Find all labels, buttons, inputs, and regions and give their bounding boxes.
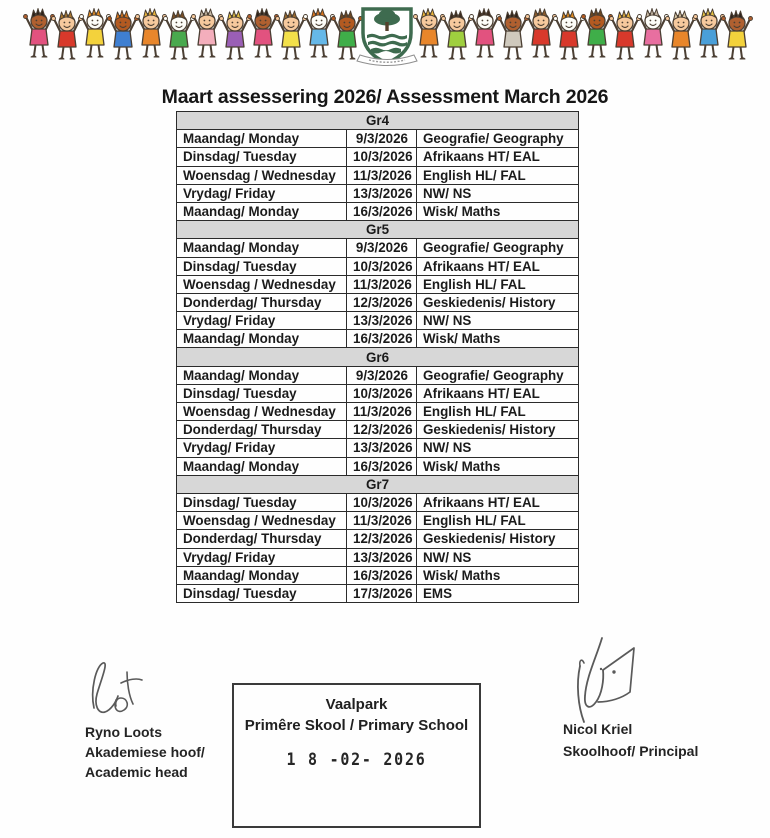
day-cell: Donderdag/ Thursday <box>177 530 347 548</box>
signatory-role-english: Academic head <box>85 764 188 780</box>
day-cell: Woensdag / Wednesday <box>177 512 347 530</box>
child-figure <box>220 11 251 60</box>
day-cell: Maandag/ Monday <box>177 366 347 384</box>
day-cell: Dinsdag/ Tuesday <box>177 384 347 402</box>
table-row <box>177 312 579 330</box>
date-cell: 16/3/2026 <box>347 330 417 348</box>
child-figure <box>442 11 473 60</box>
date-cell: 13/3/2026 <box>347 439 417 457</box>
crest-waves <box>367 34 407 54</box>
date-cell: 10/3/2026 <box>347 493 417 511</box>
subject-cell: Wisk/ Maths <box>417 457 579 475</box>
child-figure <box>304 9 335 58</box>
subject-cell: Afrikaans HT/ EAL <box>417 384 579 402</box>
date-cell: 16/3/2026 <box>347 566 417 584</box>
day-cell: Donderdag/ Thursday <box>177 421 347 439</box>
subject-cell: Geografie/ Geography <box>417 239 579 257</box>
grade-section-header-row <box>177 221 579 239</box>
date-cell: 13/3/2026 <box>347 548 417 566</box>
grade-header: Gr4 <box>177 112 579 130</box>
day-cell: Vrydag/ Friday <box>177 548 347 566</box>
subject-cell: Afrikaans HT/ EAL <box>417 148 579 166</box>
table-row <box>177 202 579 220</box>
child-figure <box>638 9 669 58</box>
subject-cell: English HL/ FAL <box>417 275 579 293</box>
subject-cell: English HL/ FAL <box>417 166 579 184</box>
academic-head-signature <box>80 656 150 720</box>
signatory-role: Skoolhoof/ Principal <box>563 743 699 759</box>
day-cell: Dinsdag/ Tuesday <box>177 257 347 275</box>
stamp-school-name-line2: Primêre Skool / Primary School <box>244 717 469 734</box>
day-cell: Dinsdag/ Tuesday <box>177 148 347 166</box>
day-cell: Dinsdag/ Tuesday <box>177 584 347 602</box>
table-row <box>177 239 579 257</box>
table-row <box>177 330 579 348</box>
date-cell: 11/3/2026 <box>347 275 417 293</box>
child-figure <box>108 11 139 60</box>
day-cell: Dinsdag/ Tuesday <box>177 493 347 511</box>
assessment-schedule-table <box>176 111 579 603</box>
subject-cell: Wisk/ Maths <box>417 202 579 220</box>
subject-cell: NW/ NS <box>417 184 579 202</box>
date-cell: 13/3/2026 <box>347 184 417 202</box>
signatory-role-afrikaans: Akademiese hoof/ <box>85 744 205 760</box>
date-cell: 16/3/2026 <box>347 202 417 220</box>
subject-cell: English HL/ FAL <box>417 512 579 530</box>
page-title: Maart assessering 2026/ Assessment March 2026 <box>161 86 609 108</box>
school-date-stamp <box>232 683 481 828</box>
day-cell: Maandag/ Monday <box>177 566 347 584</box>
date-cell: 12/3/2026 <box>347 293 417 311</box>
subject-cell: Afrikaans HT/ EAL <box>417 257 579 275</box>
day-cell: Woensdag / Wednesday <box>177 275 347 293</box>
day-cell: Vrydag/ Friday <box>177 184 347 202</box>
grade-section-header-row <box>177 475 579 493</box>
table-row <box>177 384 579 402</box>
child-figure <box>554 11 585 60</box>
child-figure <box>24 9 55 58</box>
children-holding-hands-illustration <box>15 4 755 70</box>
table-row <box>177 584 579 602</box>
child-figure <box>52 11 83 60</box>
day-cell: Woensdag / Wednesday <box>177 403 347 421</box>
day-cell: Maandag/ Monday <box>177 457 347 475</box>
school-crest-logo <box>357 9 417 66</box>
date-cell: 12/3/2026 <box>347 530 417 548</box>
date-cell: 9/3/2026 <box>347 366 417 384</box>
date-cell: 13/3/2026 <box>347 312 417 330</box>
table-row <box>177 130 579 148</box>
child-figure <box>136 9 167 58</box>
date-cell: 10/3/2026 <box>347 257 417 275</box>
signatory-name: Ryno Loots <box>85 724 162 740</box>
day-cell: Vrydag/ Friday <box>177 312 347 330</box>
subject-cell: Wisk/ Maths <box>417 566 579 584</box>
child-figure <box>694 9 725 58</box>
subject-cell: NW/ NS <box>417 312 579 330</box>
date-cell: 17/3/2026 <box>347 584 417 602</box>
stamp-date: 1 8 -02- 2026 <box>286 750 427 770</box>
subject-cell: Geskiedenis/ History <box>417 421 579 439</box>
child-figure <box>164 11 195 60</box>
principal-signature <box>552 636 652 728</box>
table-row <box>177 457 579 475</box>
table-row <box>177 184 579 202</box>
date-cell: 11/3/2026 <box>347 403 417 421</box>
subject-cell: Geskiedenis/ History <box>417 530 579 548</box>
day-cell: Woensdag / Wednesday <box>177 166 347 184</box>
subject-cell: English HL/ FAL <box>417 403 579 421</box>
day-cell: Vrydag/ Friday <box>177 439 347 457</box>
signature-block-principal <box>563 718 698 762</box>
child-figure <box>582 9 613 58</box>
date-cell: 10/3/2026 <box>347 384 417 402</box>
day-cell: Donderdag/ Thursday <box>177 293 347 311</box>
day-cell: Maandag/ Monday <box>177 330 347 348</box>
child-figure <box>610 11 641 60</box>
date-cell: 11/3/2026 <box>347 512 417 530</box>
date-cell: 16/3/2026 <box>347 457 417 475</box>
child-figure <box>470 9 501 58</box>
grade-section-header-row <box>177 348 579 366</box>
table-row <box>177 148 579 166</box>
table-row <box>177 530 579 548</box>
subject-cell: Geografie/ Geography <box>417 366 579 384</box>
subject-cell: Wisk/ Maths <box>417 330 579 348</box>
child-figure <box>192 9 223 58</box>
subject-cell: Geskiedenis/ History <box>417 293 579 311</box>
grade-header: Gr6 <box>177 348 579 366</box>
date-cell: 12/3/2026 <box>347 421 417 439</box>
table-row <box>177 493 579 511</box>
grade-header: Gr5 <box>177 221 579 239</box>
child-figure <box>332 11 363 60</box>
subject-cell: Afrikaans HT/ EAL <box>417 493 579 511</box>
stamp-school-name-line1: Vaalpark <box>325 696 388 713</box>
date-cell: 10/3/2026 <box>347 148 417 166</box>
table-row <box>177 439 579 457</box>
children-banner <box>15 4 755 70</box>
table-row <box>177 293 579 311</box>
child-figure <box>498 11 529 60</box>
day-cell: Maandag/ Monday <box>177 239 347 257</box>
table-row <box>177 421 579 439</box>
child-figure <box>666 11 697 60</box>
signature-block-academic-head <box>85 722 205 782</box>
grade-header: Gr7 <box>177 475 579 493</box>
table-row <box>177 275 579 293</box>
schedule-table-body <box>177 112 579 603</box>
date-cell: 11/3/2026 <box>347 166 417 184</box>
table-row <box>177 548 579 566</box>
signatory-name: Nicol Kriel <box>563 721 633 737</box>
day-cell: Maandag/ Monday <box>177 202 347 220</box>
subject-cell: EMS <box>417 584 579 602</box>
day-cell: Maandag/ Monday <box>177 130 347 148</box>
child-figure <box>526 9 557 58</box>
table-row <box>177 512 579 530</box>
table-row <box>177 257 579 275</box>
subject-cell: Geografie/ Geography <box>417 130 579 148</box>
table-row <box>177 366 579 384</box>
grade-section-header-row <box>177 112 579 130</box>
table-row <box>177 166 579 184</box>
child-figure <box>80 9 111 58</box>
subject-cell: NW/ NS <box>417 439 579 457</box>
table-row <box>177 403 579 421</box>
date-cell: 9/3/2026 <box>347 130 417 148</box>
child-figure <box>414 9 445 58</box>
child-figure <box>722 11 753 60</box>
table-row <box>177 566 579 584</box>
child-figure <box>248 9 279 58</box>
subject-cell: NW/ NS <box>417 548 579 566</box>
date-cell: 9/3/2026 <box>347 239 417 257</box>
child-figure <box>276 11 307 60</box>
